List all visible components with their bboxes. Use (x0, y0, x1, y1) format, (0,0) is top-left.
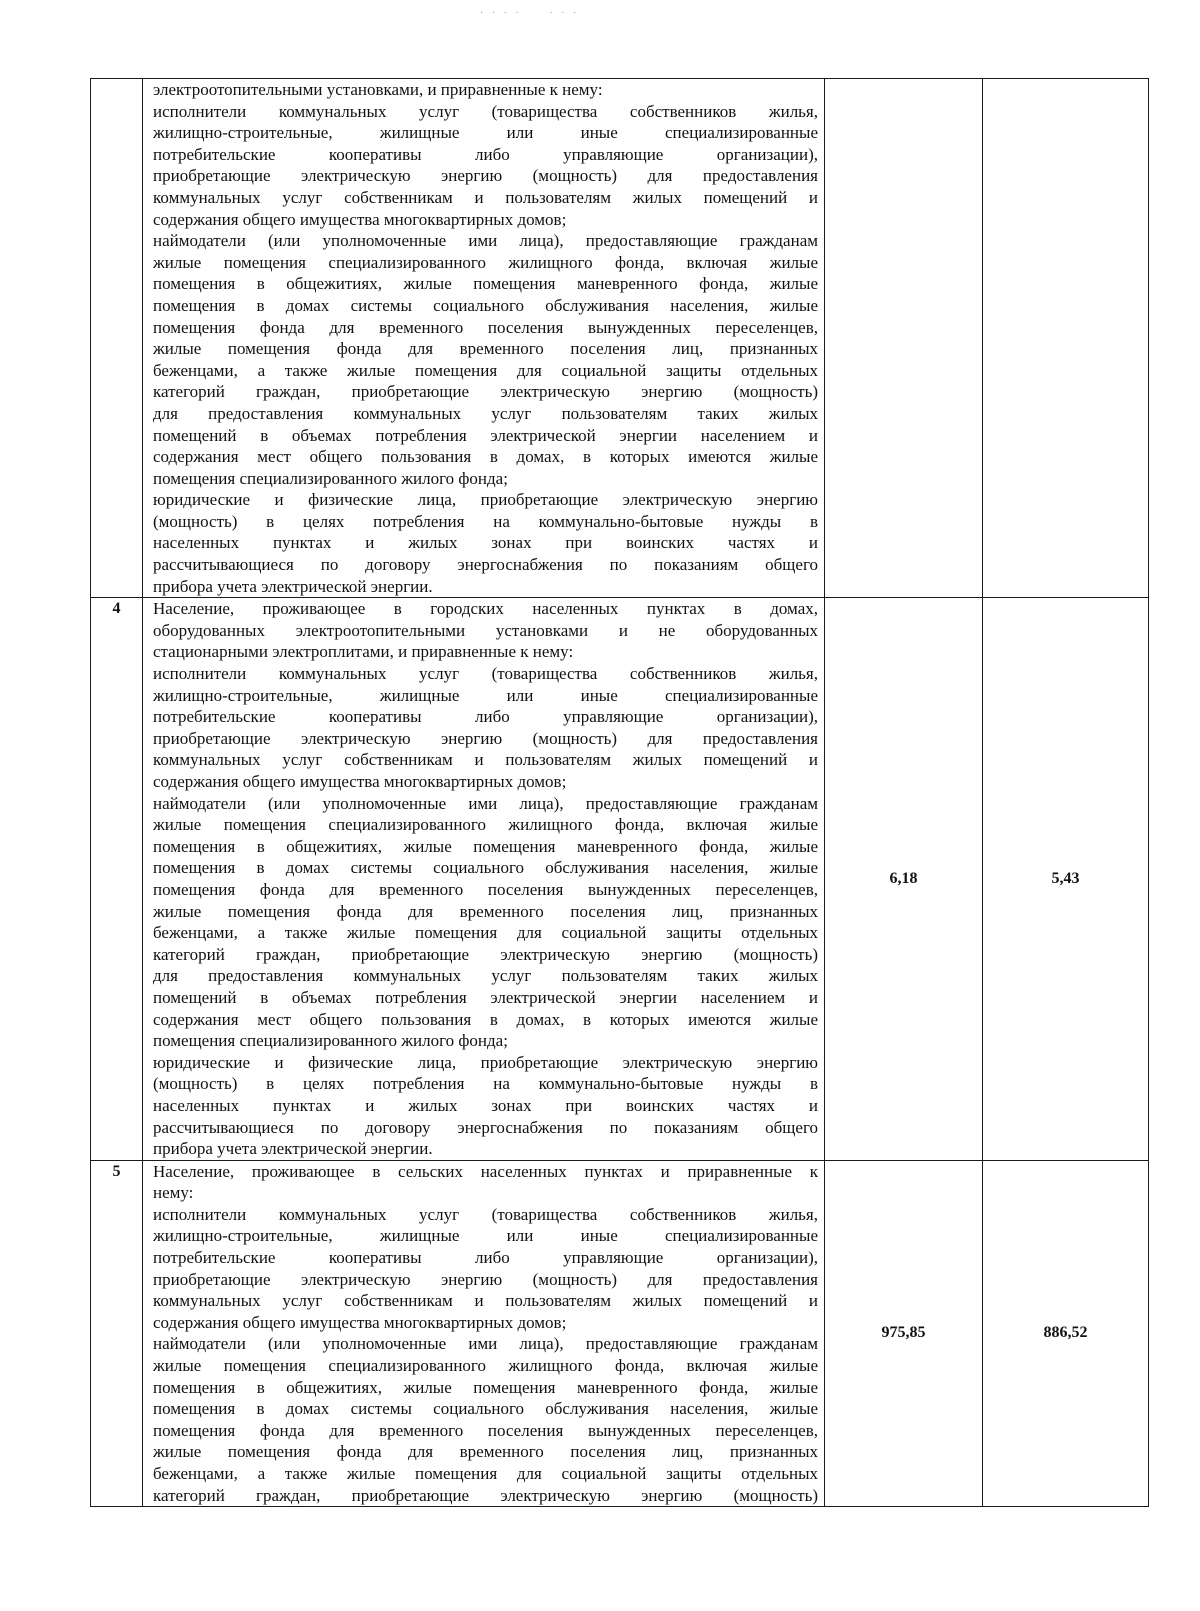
description-line: жилые помещения специализированного жилищного фонда, включая жилые (153, 815, 818, 835)
description-line: рассчитывающиеся по договору энергоснабжения по показаниям общего (153, 1117, 818, 1137)
description-line: помещения в домах системы социального обслуживания населения, жилые (153, 1399, 818, 1419)
description-line: (мощность) в целях потребления на коммунально-бытовые нужды в (153, 511, 818, 531)
description-line: электроотопительными установками, и приравненные к нему: (153, 80, 603, 99)
value-cell-1 (825, 79, 983, 598)
description-line: помещения фонда для временного поселения вынужденных переселенцев, (153, 879, 818, 899)
value-cell-2: 886,52 (983, 1160, 1149, 1507)
description-line: помещения в общежитиях, жилые помещения маневренного фонда, жилые (153, 836, 818, 856)
description-line: содержания общего имущества многоквартирных домов; (153, 1312, 567, 1332)
row-number: 4 (91, 598, 143, 1160)
description-line: беженцами, а также жилые помещения для социальной защиты отдельных (153, 923, 818, 943)
row-number: 5 (91, 1160, 143, 1507)
description-line: помещений в объемах потребления электрической энергии населением и (153, 987, 818, 1007)
description-line: жилые помещения фонда для временного поселения лиц, признанных (153, 1442, 818, 1462)
description-line: помещения фонда для временного поселения вынужденных переселенцев, (153, 1420, 818, 1440)
description-line: помещения специализированного жилого фонда; (153, 468, 508, 488)
description-line: приобретающие электрическую энергию (мощность) для предоставления (153, 728, 818, 748)
description-line: для предоставления коммунальных услуг пользователям таких жилых (153, 403, 818, 423)
row-description (143, 79, 825, 598)
description-line: рассчитывающиеся по договору энергоснабжения по показаниям общего (153, 555, 818, 575)
description-line: приобретающие электрическую энергию (мощность) для предоставления (153, 166, 818, 186)
description-line: исполнители коммунальных услуг (товарищества собственников жилья, (153, 664, 818, 684)
description-line: населенных пунктах и жилых зонах при воинских частях и (153, 533, 818, 553)
description-line: помещения фонда для временного поселения вынужденных переселенцев, (153, 317, 818, 337)
tariff-table (90, 78, 1149, 1507)
description-line: нему: (153, 1183, 194, 1203)
description-line: коммунальных услуг собственникам и пользователям жилых помещений и (153, 187, 818, 207)
description-line: оборудованных электроотопительными установками и не оборудованных (153, 620, 818, 640)
description-line: потребительские кооперативы либо управляющие организации), (153, 707, 818, 727)
description-line: юридические и физические лица, приобретающие электрическую энергию (153, 1052, 818, 1072)
scan-artifact: · · · · · · · (480, 8, 580, 19)
description-line: содержания общего имущества многоквартирных домов; (153, 772, 567, 791)
description-line: содержания общего имущества многоквартирных домов; (153, 209, 567, 229)
table-row (91, 598, 1149, 1160)
row-description (143, 598, 825, 1160)
description-line: для предоставления коммунальных услуг пользователям таких жилых (153, 966, 818, 986)
description-line: категорий граждан, приобретающие электрическую энергию (мощность) (153, 382, 818, 402)
description-line: жилищно-строительные, жилищные или иные специализированные (153, 123, 818, 143)
table-row (91, 79, 1149, 598)
description-line: наймодатели (или уполномоченные ими лица), предоставляющие гражданам (153, 231, 818, 251)
description-line: наймодатели (или уполномоченные ими лица), предоставляющие гражданам (153, 1334, 818, 1354)
row-description (143, 1160, 825, 1507)
description-line: исполнители коммунальных услуг (товарищества собственников жилья, (153, 101, 818, 121)
description-line: помещений в объемах потребления электрической энергии населением и (153, 425, 818, 445)
description-line: помещения в общежитиях, жилые помещения маневренного фонда, жилые (153, 274, 818, 294)
description-line: жилищно-строительные, жилищные или иные специализированные (153, 685, 818, 705)
description-line: жилищно-строительные, жилищные или иные специализированные (153, 1226, 818, 1246)
value-cell-2 (983, 79, 1149, 598)
table-row (91, 1160, 1149, 1507)
value-cell-1: 975,85 (825, 1160, 983, 1507)
value-cell-1: 6,18 (825, 598, 983, 1160)
description-line: жилые помещения фонда для временного поселения лиц, признанных (153, 901, 818, 921)
description-line: помещения в общежитиях, жилые помещения маневренного фонда, жилые (153, 1377, 818, 1397)
description-line: категорий граждан, приобретающие электрическую энергию (мощность) (153, 944, 818, 964)
description-line: беженцами, а также жилые помещения для социальной защиты отдельных (153, 360, 818, 380)
description-line: жилые помещения специализированного жилищного фонда, включая жилые (153, 1356, 818, 1376)
description-line: помещения в домах системы социального обслуживания населения, жилые (153, 295, 818, 315)
description-line: прибора учета электрической энергии. (153, 576, 433, 596)
description-line: коммунальных услуг собственникам и пользователям жилых помещений и (153, 1291, 818, 1311)
description-line: коммунальных услуг собственникам и пользователям жилых помещений и (153, 750, 818, 770)
description-line: помещения в домах системы социального обслуживания населения, жилые (153, 858, 818, 878)
description-line: населенных пунктах и жилых зонах при воинских частях и (153, 1095, 818, 1115)
description-line: содержания мест общего пользования в домах, в которых имеются жилые (153, 447, 818, 467)
description-line: помещения специализированного жилого фонда; (153, 1031, 508, 1051)
description-line: прибора учета электрической энергии. (153, 1139, 433, 1159)
description-line: стационарными электроплитами, и приравненные к нему: (153, 642, 574, 662)
description-line: наймодатели (или уполномоченные ими лица), предоставляющие гражданам (153, 793, 818, 813)
description-line: исполнители коммунальных услуг (товарищества собственников жилья, (153, 1204, 818, 1224)
description-line: (мощность) в целях потребления на коммунально-бытовые нужды в (153, 1074, 818, 1094)
description-line: потребительские кооперативы либо управляющие организации), (153, 144, 818, 164)
description-line: жилые помещения специализированного жилищного фонда, включая жилые (153, 252, 818, 272)
description-line: юридические и физические лица, приобретающие электрическую энергию (153, 490, 818, 510)
description-line: беженцами, а также жилые помещения для социальной защиты отдельных (153, 1464, 818, 1483)
description-line: категорий граждан, приобретающие электрическую энергию (мощность) (153, 1485, 818, 1505)
row-number (91, 79, 143, 598)
description-line: жилые помещения фонда для временного поселения лиц, признанных (153, 339, 818, 359)
description-line: содержания мест общего пользования в домах, в которых имеются жилые (153, 1009, 818, 1029)
description-line: Население, проживающее в городских населенных пунктах в домах, (153, 599, 818, 619)
description-line: Население, проживающее в сельских населенных пунктах и приравненные к (153, 1161, 818, 1181)
value-cell-2: 5,43 (983, 598, 1149, 1160)
description-line: приобретающие электрическую энергию (мощность) для предоставления (153, 1269, 818, 1289)
description-line: потребительские кооперативы либо управляющие организации), (153, 1248, 818, 1268)
